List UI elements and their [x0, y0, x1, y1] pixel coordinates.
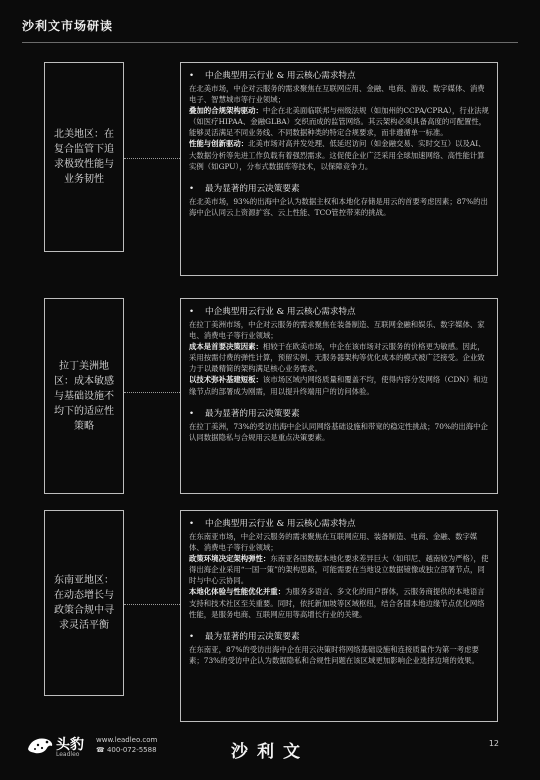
feature-point-2: 以技术弥补基建短板：该市场区域内网络质量和覆盖不均，使得内容分发网络（CDN）和边缘节点的部署成为刚需，用以提升终端用户的访问体验。 — [189, 375, 488, 396]
feature-point-1: 政策环境决定架构弹性：东南亚各国数据本地化要求差异巨大（如印尼、越南较为严格），使得出海企业采用“一国一策”的架构思路，可能需要在当地设立数据镜像或独立部署节点，同时与中心云协同。 — [189, 554, 489, 586]
features-heading: • 中企典型用云行业 & 用云核心需求特点 — [189, 519, 356, 529]
region-label: 北美地区：在复合监管下追求极致性能与业务韧性 — [54, 129, 114, 185]
features-intro: 在拉丁美洲市场，中企对云服务的需求聚焦在装备制造、互联网金融和娱乐、数字媒体、家电、消费电子等行业领域； — [189, 320, 485, 341]
features-heading: • 中企典型用云行业 & 用云核心需求特点 — [189, 307, 356, 317]
concerns-text: 在拉丁美洲，73%的受访出海中企认同网络基础设施和带宽的稳定性挑战；70%的出海中企认同数据隐私与合规用云是重点决策要素。 — [189, 421, 488, 442]
features-intro: 在东南亚市场，中企对云服务的需求聚焦在互联网应用、装备制造、电商、金融、数字媒体、消费电子等行业领域； — [189, 532, 478, 553]
region-box-north-america — [44, 62, 124, 252]
feature-point-2: 性能与创新驱动：北美市场对高并发处理、低延迟访问（如金融交易、实时交互）以及AI、大数据分析等先进工作负载有着强烈需求。这促使企业广泛采用全球加速网络、高性能计算实例（如GPU），分布式数据库等技术，以保障竞争力。 — [189, 139, 486, 171]
feature-point-1: 成本是首要决策因素：相较于在欧美市场，中企在该市场对云服务的价格更为敏感。因此，采用按需付费的弹性计算，预留实例、无服务器架构等优化成本的模式被广泛接受。企业致力于以最精简的架构满足核心业务需求。 — [189, 342, 485, 374]
bullet-icon: • — [189, 183, 195, 194]
footer-brand: 沙利文 — [231, 742, 309, 762]
feature-point-2: 本地化体验与性能优化并重：为服务多语言、多文化的用户群体，云服务商提供的本地语言支持和技术社区至关重要。同时，依托新加坡等区域枢纽，结合各国本地边缘节点优化网络性能，是服务电商、互联网应用等高增长行业的关键。 — [189, 587, 485, 619]
phone-icon: ☎ — [96, 746, 107, 754]
region-label: 拉丁美洲地区：成本敏感与基础设施不均下的适应性策略 — [54, 360, 114, 432]
page-header-title: 沙利文市场研读 — [22, 19, 114, 33]
website-link[interactable]: www.leadleo.com — [96, 736, 158, 744]
content-box-latin-america — [180, 298, 498, 494]
phone-row: ☎ 400-072-5588 — [96, 746, 157, 754]
connector-line — [124, 158, 180, 159]
region-box-southeast-asia — [44, 510, 124, 696]
connector-line — [124, 604, 180, 605]
content-box-north-america — [180, 62, 498, 276]
logo-text: 头豹 — [56, 737, 84, 753]
connector-line — [124, 392, 180, 393]
concerns-text: 在北美市场，93%的出海中企认为数据主权和本地化存储是用云的首要考虑因素；87%的出海中企认同云上资源扩容、云上性能、TCO管控带来的挑战。 — [189, 196, 488, 217]
bullet-icon: • — [189, 519, 195, 529]
concerns-heading: • 最为显著的用云决策要素 — [189, 183, 300, 194]
concerns-heading: • 最为显著的用云决策要素 — [189, 631, 300, 642]
bullet-icon: • — [189, 307, 195, 317]
bullet-icon: • — [189, 71, 195, 81]
bullet-icon: • — [189, 408, 195, 419]
page-number: 12 — [488, 739, 499, 748]
region-box-latin-america — [44, 298, 124, 494]
features-intro: 在北美市场，中企对云服务的需求聚焦在互联网应用、金融、电商、游戏、数字媒体、消费电子、智慧城市等行业领域； — [189, 84, 485, 105]
bullet-icon: • — [189, 631, 195, 642]
region-label: 东南亚地区：在动态增长与政策合规中寻求灵活平衡 — [54, 575, 114, 631]
feature-point-1: 叠加的合规架构驱动：中企在北美面临联邦与州级法规（如加州的CCPA/CPRA），行业法规（如医疗HIPAA、金融GLBA）交织而成的监管网络。其云架构必须具备高度的可配置性，能够灵活满足不同业务线、不同数据种类的特定合规要求，而非遵循单一标准。 — [189, 106, 489, 138]
features-heading: • 中企典型用云行业 & 用云核心需求特点 — [189, 71, 356, 81]
logo-subtitle: Leadleo — [56, 751, 80, 758]
concerns-heading: • 最为显著的用云决策要素 — [189, 408, 300, 419]
header-divider — [22, 42, 518, 43]
concerns-text: 在东南亚，87%的受访出海中企在用云决策时将网络基础设施和连接质量作为第一考虑要素；73%的受访中企认为数据隐私和合规性问题在该区域更加影响企业选择边境的效果。 — [189, 644, 479, 665]
content-box-southeast-asia — [180, 510, 498, 722]
